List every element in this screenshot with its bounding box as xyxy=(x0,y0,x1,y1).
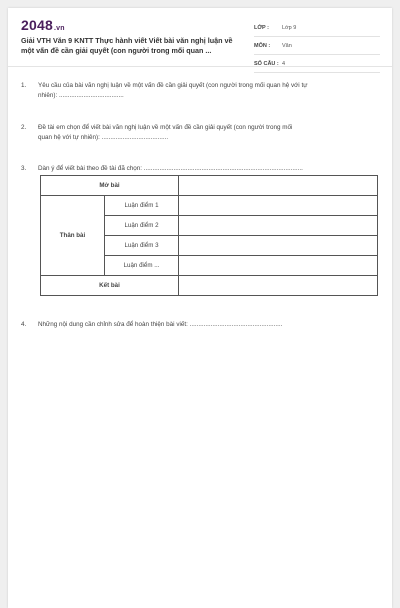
outline-point-cell[interactable] xyxy=(179,196,378,216)
outline-point-label: Luận điểm 2 xyxy=(105,216,179,236)
table-row xyxy=(41,196,378,216)
site-logo[interactable]: 2048.vn xyxy=(21,17,65,33)
outline-point-label: Luận điểm 1 xyxy=(105,196,179,216)
worksheet-header xyxy=(8,8,392,67)
outline-conclusion-cell[interactable] xyxy=(179,276,378,296)
question-4: 4. Những nội dung cần chỉnh sửa để hoàn thiện bài viết: ..................................................... xyxy=(21,321,283,328)
worksheet-meta xyxy=(254,20,380,74)
worksheet-page xyxy=(8,8,392,608)
outline-intro-label: Mở bài xyxy=(41,176,179,196)
page-title: Giải VTH Văn 9 KNTT Thực hành viết Viết bài văn nghị luận về một vấn đề cần giải quyết (con người trong mối quan ... xyxy=(21,36,233,55)
outline-point-label: Luận điểm ... xyxy=(105,256,179,276)
outline-point-label: Luận điểm 3 xyxy=(105,236,179,256)
meta-subject: MÔN : Văn xyxy=(254,38,380,55)
meta-question-count: SỐ CÂU : 4 xyxy=(254,56,380,73)
table-row xyxy=(41,276,378,296)
outline-intro-cell[interactable] xyxy=(179,176,378,196)
outline-conclusion-label: Kết bài xyxy=(41,276,179,296)
question-2: 2. Đề tài em chọn để viết bài văn nghị luận về một vấn đề cần giải quyết (con người trong mối quan hệ với tự nhiên): ...................................... xyxy=(21,124,293,141)
question-3: 3. Dàn ý để viết bài theo đề tài đã chọn: ........................................................................................... xyxy=(21,165,303,172)
outline-point-cell[interactable] xyxy=(179,236,378,256)
outline-body-label: Thân bài xyxy=(41,196,105,276)
meta-grade: LỚP : Lớp 9 xyxy=(254,20,380,37)
table-row xyxy=(41,176,378,196)
essay-outline-table xyxy=(40,175,378,296)
question-1: 1. Yêu cầu của bài văn nghị luận về một vấn đề cần giải quyết (con người trong mối quan hệ với tự nhiên): ..................................... xyxy=(21,82,308,99)
outline-point-cell[interactable] xyxy=(179,216,378,236)
outline-point-cell[interactable] xyxy=(179,256,378,276)
